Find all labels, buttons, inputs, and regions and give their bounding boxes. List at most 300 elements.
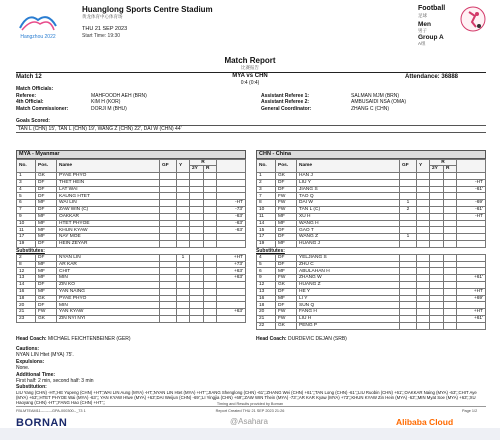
official-role: Referee: — [16, 92, 37, 99]
player-no: 8 — [257, 200, 276, 207]
cautions-heading: Cautions: — [16, 346, 40, 352]
gender-label-cn: 男子 — [418, 28, 427, 33]
player-r — [444, 254, 457, 261]
player-name: LAT WAI — [57, 186, 160, 193]
player-gf — [160, 173, 177, 180]
player-row — [257, 322, 486, 329]
player-name: YAN NAING — [57, 288, 160, 295]
player-gf — [160, 241, 177, 248]
footer-divider — [16, 406, 486, 407]
report-created: Report Created THU 21 SEP 2023 21:26 — [215, 409, 285, 413]
player-name: TAO Q — [297, 193, 400, 200]
player-row — [17, 268, 246, 275]
player-gf — [160, 275, 177, 282]
player-name: YAN KYAW — [57, 309, 160, 316]
official-name: MAHFOODH AEH (BRN) — [91, 92, 147, 99]
player-y — [417, 241, 430, 248]
player-r2y — [190, 200, 204, 207]
player-gf — [400, 295, 417, 302]
svg-text:Hangzhou 2022: Hangzhou 2022 — [20, 34, 56, 40]
player-note: +61' — [457, 275, 486, 282]
player-pos: GK — [276, 173, 297, 180]
player-note: -61' — [457, 186, 486, 193]
official-name: DORJI M (BHU) — [91, 105, 127, 112]
player-y — [417, 302, 430, 309]
player-pos: DF — [276, 302, 297, 309]
player-row — [17, 220, 246, 227]
player-no: 23 — [17, 316, 36, 323]
player-note: +HT — [217, 254, 246, 261]
player-y — [177, 193, 190, 200]
player-pos: GK — [36, 295, 57, 302]
player-r — [204, 220, 217, 227]
roster-header — [257, 159, 486, 173]
player-no: 5 — [17, 193, 36, 200]
player-r — [444, 316, 457, 323]
player-r — [444, 302, 457, 309]
player-note: -61' — [457, 207, 486, 214]
timing-credit: Timing and Results provided by Bornan — [216, 402, 284, 406]
player-r2y — [430, 322, 444, 329]
official-name: ZHANG C (CHN) — [351, 105, 390, 112]
player-note: -HT — [457, 179, 486, 186]
player-row — [257, 316, 486, 323]
player-y — [177, 309, 190, 316]
officials-row — [16, 106, 486, 113]
player-pos: MF — [36, 227, 57, 234]
player-r — [444, 220, 457, 227]
player-note — [457, 302, 486, 309]
player-note — [457, 261, 486, 268]
alibaba-cloud-logo: Alibaba Cloud — [396, 417, 454, 427]
player-gf — [160, 186, 177, 193]
player-y — [177, 227, 190, 234]
player-name: ZHANG W — [297, 275, 400, 282]
player-y — [417, 295, 430, 302]
player-note — [217, 282, 246, 289]
page-number: Page 1/2 — [462, 409, 478, 413]
player-r — [204, 200, 217, 207]
player-gf: 2 — [400, 207, 417, 214]
starters-body — [257, 173, 486, 248]
subs-body — [17, 254, 246, 322]
player-gf — [160, 234, 177, 241]
player-r — [444, 275, 457, 282]
player-no: 2 — [17, 254, 36, 261]
player-r2y — [430, 173, 444, 180]
player-name: GAO T — [297, 227, 400, 234]
player-no: 12 — [257, 282, 276, 289]
player-r2y — [190, 193, 204, 200]
player-gf — [160, 302, 177, 309]
venue-name-cn: 黄龙体育中心体育场 — [82, 14, 123, 19]
player-note: +61' — [457, 316, 486, 323]
player-no: 5 — [257, 261, 276, 268]
subs-table — [256, 254, 486, 330]
player-gf — [160, 254, 177, 261]
player-gf — [400, 227, 417, 234]
player-note: +63' — [217, 275, 246, 282]
player-name: WAI LIN — [57, 200, 160, 207]
player-pos: MF — [276, 268, 297, 275]
player-name: FANG H — [297, 309, 400, 316]
col-gf: GF — [160, 159, 177, 173]
player-y — [417, 275, 430, 282]
player-pos: DF — [36, 302, 57, 309]
player-name: ZAW WIN (C) — [57, 207, 160, 214]
player-pos: DF — [276, 186, 297, 193]
player-gf — [160, 261, 177, 268]
col-2y: 2Y — [430, 166, 444, 173]
player-pos: MF — [36, 275, 57, 282]
player-name: ZIN NYI NYI — [57, 316, 160, 323]
player-no: 4 — [17, 186, 36, 193]
player-no: 9 — [17, 213, 36, 220]
player-row — [257, 254, 486, 261]
player-note: +63' — [217, 309, 246, 316]
player-no: 7 — [257, 193, 276, 200]
player-row — [17, 179, 246, 186]
player-no: 8 — [17, 261, 36, 268]
player-no: 19 — [17, 241, 36, 248]
player-row — [17, 302, 246, 309]
player-note — [457, 234, 486, 241]
official-role: Match Commissioner: — [16, 105, 69, 112]
player-gf — [400, 241, 417, 248]
player-r2y — [430, 179, 444, 186]
player-no: 3 — [257, 186, 276, 193]
starters-table — [256, 159, 486, 248]
player-row — [17, 288, 246, 295]
official-name: AMBUSAIDI NSA (OMA) — [351, 99, 407, 105]
player-pos: DF — [36, 254, 57, 261]
player-y — [417, 193, 430, 200]
player-note: -63' — [217, 220, 246, 227]
player-r2y — [430, 207, 444, 214]
officials-heading: Match Officials: — [16, 86, 54, 92]
player-gf — [400, 193, 417, 200]
player-no: 3 — [17, 179, 36, 186]
player-r — [204, 268, 217, 275]
expulsions-text: None. — [16, 365, 30, 371]
player-name: KHUN KYAW — [57, 227, 160, 234]
match-date: THU 21 SEP 2023 — [82, 26, 128, 32]
player-row — [257, 309, 486, 316]
expulsions-heading: Expulsions: — [16, 359, 45, 365]
col-sub — [457, 159, 486, 173]
player-name: NAY MOE — [57, 234, 160, 241]
player-r2y — [430, 295, 444, 302]
player-r2y — [190, 295, 204, 302]
player-gf — [160, 200, 177, 207]
player-r2y — [190, 241, 204, 248]
player-no: 15 — [257, 227, 276, 234]
player-gf — [160, 268, 177, 275]
starters-body — [17, 173, 246, 248]
player-name: PYAE PHYO — [57, 173, 160, 180]
player-gf — [400, 173, 417, 180]
player-gf — [160, 193, 177, 200]
teams: MYA vs CHN — [232, 73, 268, 79]
team-header: CHN - China — [256, 150, 486, 159]
player-name: TAN L (C) — [297, 207, 400, 214]
player-note — [457, 268, 486, 275]
player-y — [177, 268, 190, 275]
player-pos: DF — [276, 227, 297, 234]
bornan-logo: BORNAN — [16, 417, 68, 429]
player-gf — [400, 220, 417, 227]
player-row — [17, 173, 246, 180]
player-y — [177, 302, 190, 309]
player-pos: MF — [36, 234, 57, 241]
player-no: 1 — [17, 173, 36, 180]
player-gf — [160, 295, 177, 302]
player-name: HTET PHYOE — [57, 220, 160, 227]
player-gf: 1 — [400, 200, 417, 207]
player-note — [217, 179, 246, 186]
player-r2y — [430, 309, 444, 316]
player-no: 18 — [257, 302, 276, 309]
player-pos: MF — [276, 241, 297, 248]
player-name: SUN Q — [297, 302, 400, 309]
col-gf: GF — [400, 159, 417, 173]
coach-label: Head Coach: — [256, 336, 287, 342]
player-name: HE Y — [297, 288, 400, 295]
player-row — [257, 275, 486, 282]
gender-label: Men — [418, 21, 431, 28]
starters-table — [16, 159, 246, 248]
player-row — [257, 186, 486, 193]
player-name: WANG H — [297, 220, 400, 227]
official-role: General Coordinator: — [261, 105, 312, 112]
subs-heading: Substitutes: — [256, 247, 285, 254]
player-pos: MF — [36, 288, 57, 295]
player-gf — [400, 186, 417, 193]
player-pos: DF — [276, 179, 297, 186]
official-role: Assistant Referee 2: — [261, 99, 310, 105]
player-y — [177, 261, 190, 268]
col-name: Name — [57, 159, 160, 173]
player-note — [217, 288, 246, 295]
player-pos: DF — [276, 288, 297, 295]
player-gf — [160, 309, 177, 316]
player-no: 20 — [17, 302, 36, 309]
player-r — [204, 302, 217, 309]
player-r2y — [190, 268, 204, 275]
player-note — [457, 254, 486, 261]
player-r2y — [430, 268, 444, 275]
player-gf — [400, 316, 417, 323]
player-r — [204, 241, 217, 248]
player-r — [444, 322, 457, 329]
official-role: 4th Official: — [16, 99, 44, 105]
player-row — [257, 193, 486, 200]
player-name: ABULAHAN H — [297, 268, 400, 275]
head-coach-mya — [16, 336, 131, 342]
player-row — [17, 207, 246, 214]
player-r2y — [190, 288, 204, 295]
player-row — [17, 275, 246, 282]
player-pos: MF — [36, 268, 57, 275]
player-r2y — [430, 200, 444, 207]
match-number: Match 12 — [16, 74, 42, 80]
player-r — [444, 213, 457, 220]
player-name: MIN — [57, 302, 160, 309]
player-r — [204, 207, 217, 214]
player-name: MIN — [57, 275, 160, 282]
player-y — [417, 213, 430, 220]
col-no: No. — [17, 159, 36, 173]
player-pos: FW — [276, 309, 297, 316]
player-r — [444, 241, 457, 248]
player-pos: FW — [276, 316, 297, 323]
player-note: -63' — [217, 227, 246, 234]
player-pos: MF — [276, 220, 297, 227]
sport-name-cn: 足球 — [418, 13, 427, 18]
player-name: ZHU C — [297, 261, 400, 268]
player-row — [17, 234, 246, 241]
player-gf — [400, 288, 417, 295]
player-no: 19 — [257, 241, 276, 248]
player-name: HAN J — [297, 173, 400, 180]
additional-time-heading: Additional Time: — [16, 372, 56, 378]
player-no: 22 — [257, 322, 276, 329]
player-row — [257, 173, 486, 180]
player-name: YELJIANG S — [297, 254, 400, 261]
player-gf — [400, 261, 417, 268]
player-gf — [400, 309, 417, 316]
player-y — [177, 275, 190, 282]
player-gf — [160, 220, 177, 227]
player-note: -69' — [457, 200, 486, 207]
player-name: WANG Z — [297, 234, 400, 241]
player-r2y — [430, 288, 444, 295]
player-note: +73' — [217, 261, 246, 268]
player-r — [204, 234, 217, 241]
player-row — [257, 261, 486, 268]
match-officials — [16, 86, 486, 112]
player-r2y — [430, 282, 444, 289]
player-y — [177, 186, 190, 193]
expulsions-section — [16, 359, 486, 371]
player-name: HUANG J — [297, 241, 400, 248]
player-no: 17 — [17, 234, 36, 241]
team-header: MYA - Myanmar — [16, 150, 246, 159]
player-note — [457, 322, 486, 329]
player-name: ZIN KO — [57, 282, 160, 289]
player-r — [204, 227, 217, 234]
player-gf — [160, 207, 177, 214]
player-r2y — [430, 302, 444, 309]
additional-time-text: First half: 2 min, second half: 3 min — [16, 378, 94, 384]
player-row — [17, 316, 246, 323]
player-row — [17, 309, 246, 316]
player-row — [17, 261, 246, 268]
player-row — [257, 241, 486, 248]
player-name: DAI W — [297, 200, 400, 207]
player-y — [177, 316, 190, 323]
player-r — [204, 186, 217, 193]
player-no: 18 — [17, 295, 36, 302]
subs-table — [16, 254, 246, 323]
col-y: Y — [177, 159, 190, 173]
player-r2y — [190, 282, 204, 289]
player-note — [217, 302, 246, 309]
player-note — [457, 241, 486, 248]
player-row — [17, 254, 246, 261]
player-r — [444, 288, 457, 295]
player-no: 16 — [257, 295, 276, 302]
player-r — [204, 213, 217, 220]
player-name: AR KAR — [57, 261, 160, 268]
player-note — [457, 173, 486, 180]
player-note — [217, 295, 246, 302]
player-r — [444, 261, 457, 268]
player-r — [204, 173, 217, 180]
subs-heading: Substitutes: — [16, 247, 45, 254]
player-pos: DF — [36, 282, 57, 289]
player-gf — [400, 254, 417, 261]
team-roster-chn — [256, 150, 486, 330]
report-title-cn: 比赛报告 — [241, 65, 259, 70]
start-time: Start Time: 19:30 — [82, 33, 121, 39]
player-r — [444, 309, 457, 316]
player-r — [204, 295, 217, 302]
report-title: Match Report — [224, 56, 276, 65]
player-gf — [160, 282, 177, 289]
player-pos: FW — [36, 309, 57, 316]
player-y — [417, 220, 430, 227]
player-y — [417, 200, 430, 207]
player-y — [417, 234, 430, 241]
player-pos: DF — [36, 186, 57, 193]
player-row — [257, 179, 486, 186]
col-y: Y — [417, 159, 430, 173]
player-no: 6 — [17, 200, 36, 207]
player-no: 6 — [257, 268, 276, 275]
player-no: 16 — [17, 288, 36, 295]
player-no: 12 — [17, 268, 36, 275]
col-name: Name — [297, 159, 400, 173]
goals-text: TAN L (CHN) 15', TAN L (CHN) 19', WANG Z (CHN) 22', DAI W (CHN) 44' — [16, 125, 486, 134]
final-score: 0:4 (0:4) — [240, 80, 260, 86]
player-y — [417, 261, 430, 268]
col-rr: R — [204, 166, 217, 173]
player-name: NYAN LIN — [57, 254, 160, 261]
player-r2y — [190, 220, 204, 227]
player-y — [417, 179, 430, 186]
player-note: +HT — [457, 288, 486, 295]
player-row — [257, 234, 486, 241]
col-sub — [217, 159, 246, 173]
venue-name: Huanglong Sports Centre Stadium — [82, 5, 213, 14]
player-row — [257, 302, 486, 309]
player-r — [444, 200, 457, 207]
player-note: -HT — [217, 200, 246, 207]
player-y — [417, 322, 430, 329]
player-pos: DF — [276, 234, 297, 241]
player-y — [177, 241, 190, 248]
player-pos: MF — [36, 261, 57, 268]
player-row — [17, 295, 246, 302]
player-r2y — [430, 275, 444, 282]
player-r2y — [190, 179, 204, 186]
player-no: 2 — [257, 179, 276, 186]
player-note — [217, 241, 246, 248]
goals-heading: Goals Scored: — [16, 118, 50, 124]
player-gf — [400, 302, 417, 309]
player-name: THET HEIN — [57, 179, 160, 186]
